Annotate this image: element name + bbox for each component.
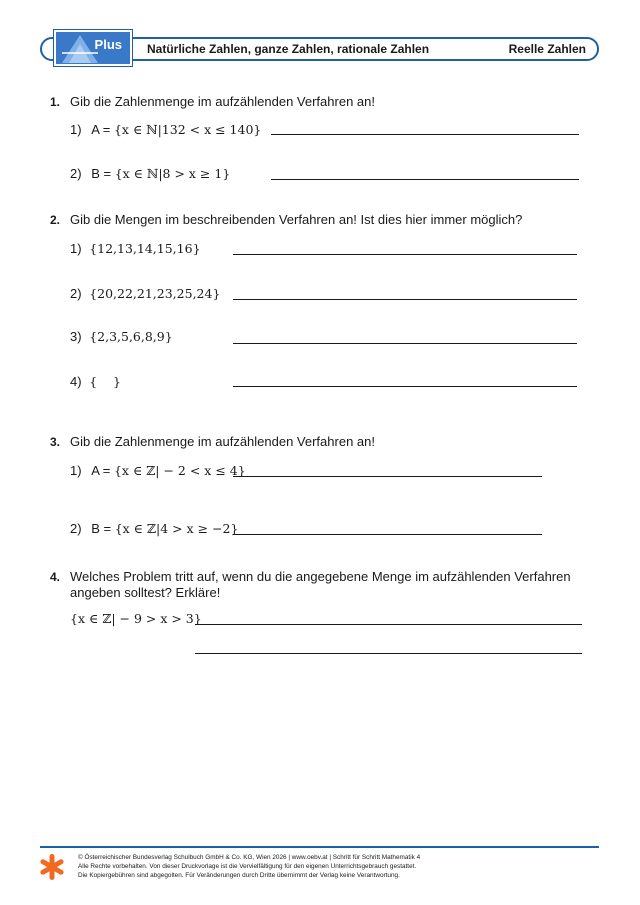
answer-line xyxy=(233,254,577,255)
task-item xyxy=(70,241,201,256)
task-item xyxy=(70,463,246,478)
item-label: 1) xyxy=(70,241,82,256)
task-item xyxy=(70,521,238,536)
set-expression: {x ∈ ℤ| − 9 > x > 3} xyxy=(70,611,202,626)
item-prefix: B = xyxy=(91,166,115,181)
answer-line xyxy=(271,179,579,180)
item-prefix: A = xyxy=(91,463,114,478)
item-label: 1) xyxy=(70,122,82,137)
header-section: Reelle Zahlen xyxy=(508,42,586,56)
task-question-line-1: Welches Problem tritt auf, wenn du die angegebene Menge im aufzählenden Verfahren xyxy=(70,569,571,584)
task-item xyxy=(70,166,230,181)
footer-copyright xyxy=(78,853,420,880)
item-label: 2) xyxy=(70,166,82,181)
set-expression: {2,3,5,6,8,9} xyxy=(89,329,173,344)
task-item xyxy=(70,329,173,344)
set-expression: {12,13,14,15,16} xyxy=(89,241,201,256)
task-question-line-2: angeben solltest? Erkläre! xyxy=(70,585,221,600)
task-question: Gib die Mengen im beschreibenden Verfahren an! Ist dies hier immer möglich? xyxy=(70,212,523,227)
answer-line xyxy=(233,534,542,535)
answer-line xyxy=(233,386,577,387)
item-label: 2) xyxy=(70,521,82,536)
item-label: 4) xyxy=(70,374,82,389)
answer-line xyxy=(233,343,577,344)
set-expression: {x ∈ ℤ|4 > x ≥ −2} xyxy=(114,521,239,536)
plus-logo xyxy=(54,30,132,66)
task-item xyxy=(70,374,121,389)
header-title: Natürliche Zahlen, ganze Zahlen, rationale Zahlen xyxy=(147,42,430,56)
task-number: 1. xyxy=(50,95,61,109)
item-label: 2) xyxy=(70,286,82,301)
item-label: 3) xyxy=(70,329,82,344)
task-question: Gib die Zahlenmenge im aufzählenden Verfahren an! xyxy=(70,94,375,109)
answer-line xyxy=(195,653,582,654)
task-number: 3. xyxy=(50,435,61,449)
set-expression: {x ∈ ℕ|132 < x ≤ 140} xyxy=(113,122,262,137)
set-expression: {x ∈ ℕ|8 > x ≥ 1} xyxy=(114,166,231,181)
task-item xyxy=(70,611,202,626)
set-expression: {20,22,21,23,25,24} xyxy=(89,286,221,301)
task-item xyxy=(70,122,261,137)
set-expression: {x ∈ ℤ| − 2 < x ≤ 4} xyxy=(113,463,246,478)
footer-line-3: Die Kopiergebühren sind abgegolten. Für Veränderungen durch Dritte übernimmt der Verlag keine Verantwortung. xyxy=(78,872,400,879)
footer-line-2: Alle Rechte vorbehalten. Von dieser Druckvorlage ist die Vervielfältigung für den eigenen Unterrichtsgebrauch gestattet. xyxy=(78,863,417,870)
item-prefix: B = xyxy=(91,521,115,536)
task-question: Gib die Zahlenmenge im aufzählenden Verfahren an! xyxy=(70,434,375,449)
answer-line xyxy=(233,476,542,477)
logo-text: Plus xyxy=(94,37,122,52)
publisher-star-icon xyxy=(38,853,66,886)
task-item xyxy=(70,286,220,301)
item-prefix: A = xyxy=(91,122,114,137)
footer-rule xyxy=(40,846,599,848)
answer-line xyxy=(271,134,579,135)
task-number: 2. xyxy=(50,213,61,227)
item-label: 1) xyxy=(70,463,82,478)
answer-line xyxy=(195,624,582,625)
task-number: 4. xyxy=(50,570,61,584)
set-expression: { } xyxy=(89,374,121,389)
answer-line xyxy=(233,299,577,300)
footer-line-1: © Österreichischer Bundesverlag Schulbuch GmbH & Co. KG, Wien 2026 | www.oebv.at | Schritt für Schritt Mathematik 4 xyxy=(78,854,421,861)
